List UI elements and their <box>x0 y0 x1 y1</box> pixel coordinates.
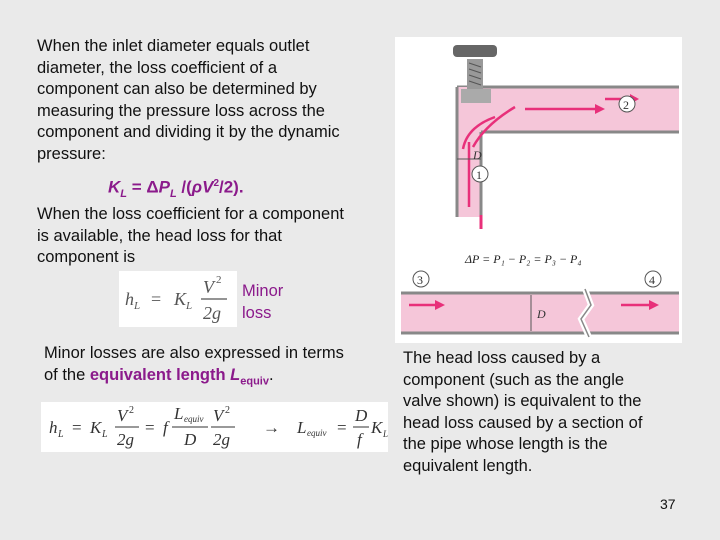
intro-line: component and dividing it by the dynamic <box>37 123 340 141</box>
page-number: 37 <box>660 496 676 512</box>
kl-subscript: L <box>102 429 108 440</box>
hl-symbol: h <box>49 418 58 437</box>
head-loss-equation-svg <box>119 271 237 327</box>
equiv-paragraph <box>44 343 394 392</box>
intro-line: diameter, the loss coefficient of a <box>37 58 277 77</box>
l-subscript: equiv <box>240 374 269 387</box>
intro-paragraph <box>37 36 387 165</box>
caption-line: head loss caused by a section of <box>403 413 643 432</box>
d-label-bottom: D <box>537 307 546 321</box>
k-symbol: K <box>108 177 121 197</box>
valve-handle <box>453 45 497 57</box>
kl-formula <box>108 173 244 206</box>
intro-line: component can also be determined by <box>37 80 317 98</box>
lequiv-subscript: equiv <box>307 428 327 438</box>
denominator-2g: 2g <box>203 303 221 323</box>
station-3-label: 3 <box>417 273 423 287</box>
intro-line: pressure: <box>37 144 106 163</box>
kl-symbol: K <box>371 418 383 437</box>
figure-caption <box>403 348 703 477</box>
squared: 2 <box>213 178 219 189</box>
equals-sign: = <box>151 289 162 309</box>
head-loss-equation <box>119 271 237 327</box>
lequiv-subscript: equiv <box>184 414 204 424</box>
arrow-symbol: → <box>263 418 280 437</box>
equals-sign: = <box>337 418 347 437</box>
intro-line: measuring the pressure loss across the <box>37 101 325 120</box>
minor-line: loss <box>242 303 272 322</box>
v-numerator: V <box>203 277 214 297</box>
equals-sign: = <box>145 418 155 437</box>
station-4-label: 4 <box>649 273 655 287</box>
k-subscript: L <box>120 188 128 201</box>
caption-line: The head loss caused by a <box>403 349 601 367</box>
pressure-equation: ΔP = P₁ − P₂ = P₃ − P₄ <box>465 252 582 266</box>
intro-line: When the inlet diameter equals outlet <box>37 37 310 55</box>
equiv-line <box>44 365 394 393</box>
kl-symbol: K <box>174 289 187 309</box>
caption-line: valve shown) is equivalent to the <box>403 392 642 410</box>
equals-sign: = <box>127 177 147 197</box>
rho-symbol: ρ <box>191 177 203 197</box>
p-subscript: L <box>169 188 177 201</box>
equivalent-length-equation-svg <box>41 402 388 452</box>
lequiv-symbol: L <box>297 418 307 437</box>
equiv-line: Minor losses are also expressed in terms <box>44 344 344 362</box>
denominator-2g: 2g <box>213 430 230 449</box>
v-squared: 2 <box>225 405 230 416</box>
caption-line: the pipe whose length is the <box>403 435 608 453</box>
l-symbol: L <box>230 365 241 384</box>
lequiv-symbol: L <box>174 404 184 423</box>
equiv-period: . <box>268 365 274 384</box>
equiv-highlight: equivalent length <box>89 365 226 384</box>
v-symbol: V <box>202 177 214 197</box>
station-2-label: 2 <box>623 98 629 112</box>
caption-line: component (such as the angle <box>403 370 625 389</box>
d-label-top: D <box>473 148 482 162</box>
valve-bonnet <box>461 89 491 103</box>
valve-figure <box>395 37 682 343</box>
head-line: component is <box>37 248 136 266</box>
delta-symbol: Δ <box>146 177 159 197</box>
v-numerator: V <box>213 406 224 425</box>
hl-subscript: L <box>134 300 141 312</box>
denominator-2g: 2g <box>117 430 134 449</box>
f-symbol: f <box>163 418 168 437</box>
kl-symbol: K <box>90 418 102 437</box>
equals-sign: = <box>72 418 82 437</box>
v-squared: 2 <box>129 405 134 416</box>
equiv-prefix: of the <box>44 365 90 384</box>
head-line: When the loss coefficient for a component <box>37 205 344 223</box>
valve-figure-svg <box>395 37 682 343</box>
v-squared: 2 <box>216 274 222 286</box>
caption-line: equivalent length. <box>403 456 533 475</box>
head-loss-paragraph <box>37 204 387 269</box>
equivalent-length-equation <box>41 402 388 452</box>
kl-subscript: L <box>186 300 193 312</box>
p-symbol: P <box>158 177 170 197</box>
v-numerator: V <box>117 406 128 425</box>
head-line: is available, the head loss for that <box>37 226 282 245</box>
station-1-label: 1 <box>476 168 482 182</box>
minor-line: Minor <box>242 282 284 300</box>
d-numerator: D <box>355 406 368 425</box>
formula-tail: /2). <box>219 177 244 197</box>
kl-subscript: L <box>383 429 388 439</box>
minor-loss-label <box>242 281 283 324</box>
hl-symbol: h <box>125 289 134 309</box>
hl-subscript: L <box>58 429 64 440</box>
slash-paren: /( <box>176 177 192 197</box>
d-denominator: D <box>184 430 197 449</box>
f-denominator: f <box>357 430 362 449</box>
